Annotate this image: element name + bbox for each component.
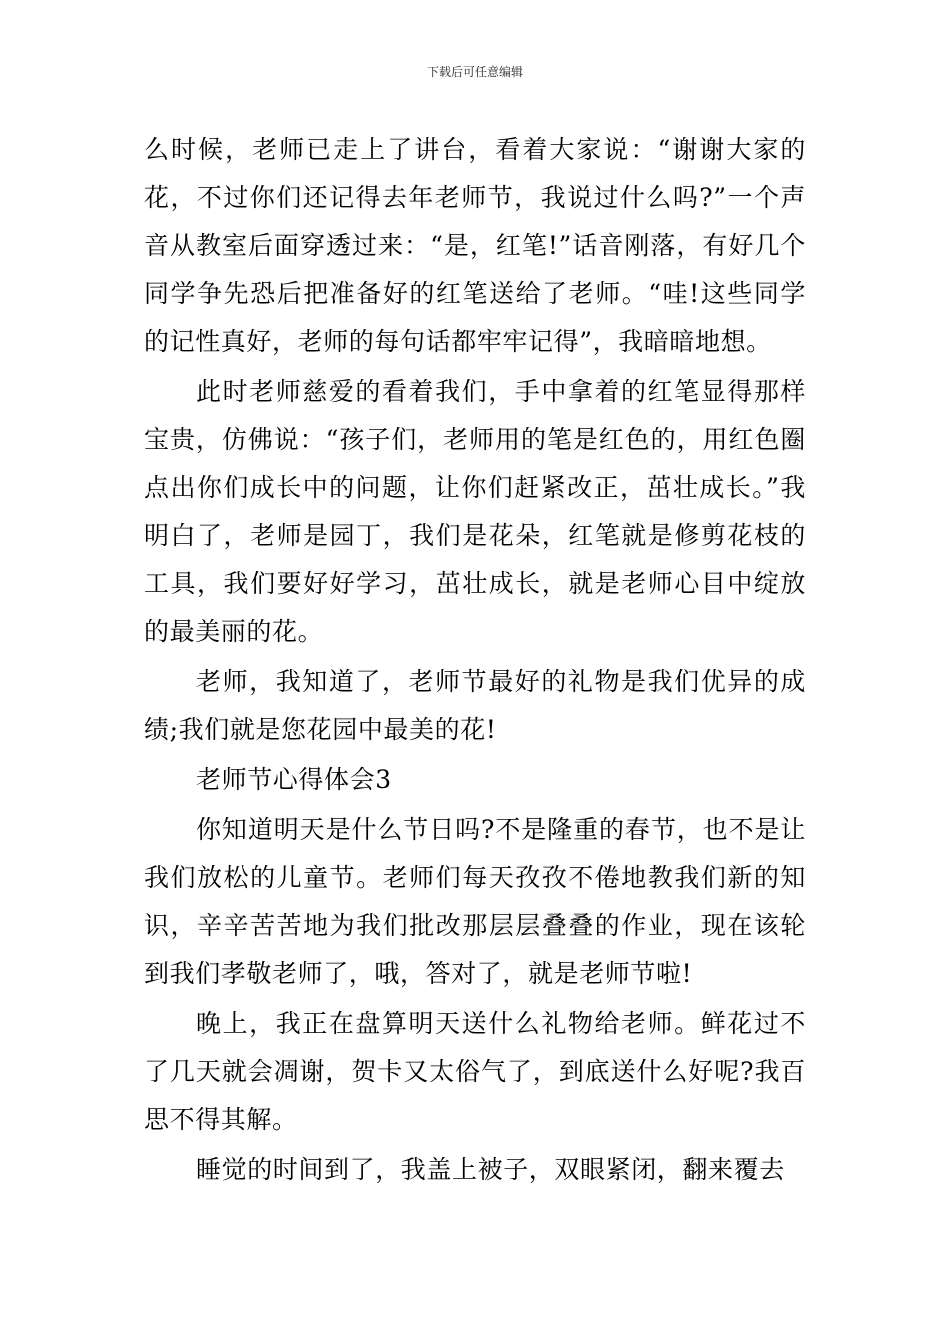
paragraph: 你知道明天是什么节日吗?不是隆重的春节，也不是让我们放松的儿童节。老师们每天孜孜不倦地教我们新的知识，辛辛苦苦地为我们批改那层层叠叠的作业，现在该轮到我们孝敬老师了，哦，答对了，就是老师节啦! — [144, 815, 806, 988]
paragraph: 此时老师慈爱的看着我们，手中拿着的红笔显得那样宝贵，仿佛说：“孩子们，老师用的笔是红色的，用红色圈点出你们成长中的问题，让你们赶紧改正，茁壮成长。”我明白了，老师是园丁，我们是花朵，红笔就是修剪花枝的工具，我们要好好学习，茁壮成长，就是老师心目中绽放的最美丽的花。 — [144, 377, 806, 646]
paragraph: 晚上，我正在盘算明天送什么礼物给老师。鲜花过不了几天就会凋谢，贺卡又太俗气了，到底送什么好呢?我百思不得其解。 — [144, 1009, 806, 1134]
paragraph-continuation: 么时候，老师已走上了讲台，看着大家说：“谢谢大家的花，不过你们还记得去年老师节，我说过什么吗?”一个声音从教室后面穿透过来：“是，红笔!”话音刚落，有好几个同学争先恐后把准备好的红笔送给了老师。“哇!这些同学的记性真好，老师的每句话都牢牢记得”，我暗暗地想。 — [144, 135, 806, 356]
section-heading: 老师节心得体会3 — [196, 765, 392, 794]
paragraph: 睡觉的时间到了，我盖上被子，双眼紧闭，翻来覆去 — [196, 1155, 785, 1184]
document-body — [144, 126, 806, 1196]
page-header: 下载后可任意编辑 — [426, 65, 523, 79]
paragraph: 老师，我知道了，老师节最好的礼物是我们优异的成绩;我们就是您花园中最美的花! — [144, 667, 806, 744]
